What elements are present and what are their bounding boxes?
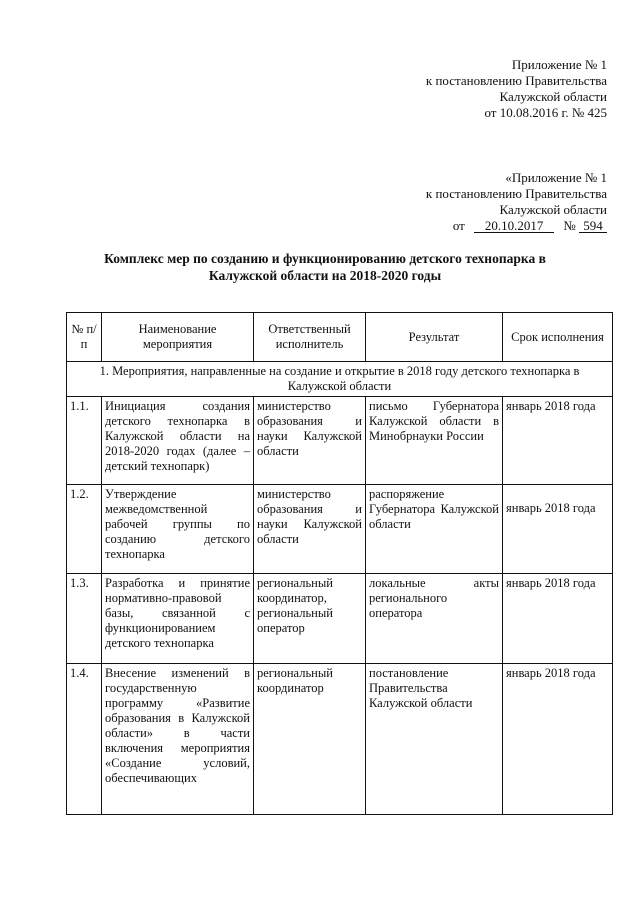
section-title: 1. Мероприятия, направленные на создание и открытие в 2018 году детского технопарка в Калужской области [67, 362, 613, 397]
row-name: Внесение изменений в государственную программу «Развитие образования в Калужской области» в части включения мероприятия «Создание условий, обеспечивающих [102, 664, 254, 815]
row-name: Инициация создания детского технопарка в Калужской области на 2018-2020 годах (далее – детский технопарк) [102, 397, 254, 485]
header-result: Результат [366, 313, 503, 362]
appendix-original [426, 170, 607, 234]
table-row [67, 397, 613, 485]
decree-number: 594 [579, 219, 607, 233]
header-responsible: Ответственный исполнитель [254, 313, 366, 362]
row-deadline: январь 2018 года [503, 664, 613, 815]
appendix-line: к постановлению Правительства [425, 73, 607, 88]
row-num: 1.3. [67, 574, 102, 664]
section-row [67, 362, 613, 397]
row-deadline [503, 485, 613, 574]
row-responsible: министерство образования и науки Калужской области [254, 485, 366, 574]
appendix-date-line [426, 218, 607, 234]
from-label: от [452, 218, 465, 233]
appendix-line: «Приложение № 1 [505, 170, 607, 185]
appendix-line: Калужской области [499, 202, 607, 217]
table-row [67, 574, 613, 664]
document-title [90, 250, 560, 284]
appendix-current [426, 57, 607, 121]
decree-date: 20.10.2017 [474, 219, 554, 233]
deadline-text: январь 2018 года [506, 501, 596, 515]
row-result: письмо Губернатора Калужской области в Минобрнауки России [366, 397, 503, 485]
row-responsible: министерство образования и науки Калужской области [254, 397, 366, 485]
row-num: 1.1. [67, 397, 102, 485]
appendix-line: Приложение № 1 [511, 57, 607, 72]
row-result: распоряжение Губернатора Калужской области [366, 485, 503, 574]
appendix-line: к постановлению Правительства [425, 186, 607, 201]
row-result: локальные акты регионального оператора [366, 574, 503, 664]
row-num: 1.2. [67, 485, 102, 574]
row-name: Утверждение межведомственной рабочей группы по созданию детского технопарка [102, 485, 254, 574]
measures-table [66, 312, 613, 815]
row-deadline: январь 2018 года [503, 574, 613, 664]
header-num: № п/п [67, 313, 102, 362]
row-name: Разработка и принятие нормативно-правовой базы, связанной с функционированием детского технопарка [102, 574, 254, 664]
table-row [67, 664, 613, 815]
table-row [67, 485, 613, 574]
header-name: Наименование мероприятия [102, 313, 254, 362]
row-responsible: региональный координатор [254, 664, 366, 815]
row-num: 1.4. [67, 664, 102, 815]
table-header-row [67, 313, 613, 362]
row-responsible: региональный координатор, региональный оператор [254, 574, 366, 664]
row-result: постановление Правительства Калужской области [366, 664, 503, 815]
header-deadline: Срок исполнения [503, 313, 613, 362]
number-label: № [563, 218, 576, 233]
title-line: Калужской области на 2018-2020 годы [208, 268, 442, 283]
title-line: Комплекс мер по созданию и функционированию детского технопарка в [104, 251, 546, 266]
appendix-date-line: от 10.08.2016 г. № 425 [484, 105, 607, 120]
appendix-line: Калужской области [499, 89, 607, 104]
row-deadline: январь 2018 года [503, 397, 613, 485]
